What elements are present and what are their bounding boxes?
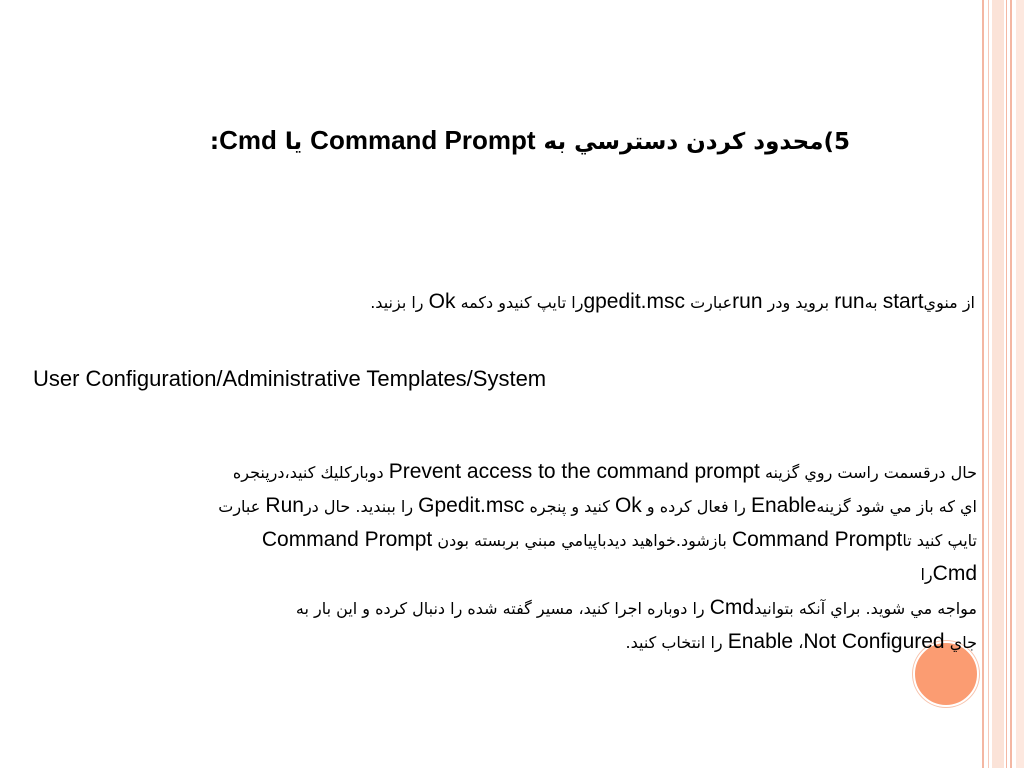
cmd-term: Cmd [709,596,755,619]
para-line [27,523,977,557]
step1-line [370,290,975,314]
decor-stripe [982,0,984,768]
decor-stripe [992,0,1004,768]
slide-title [140,125,850,156]
para-line [27,591,977,625]
text: را فعال كرده و [646,497,746,516]
command-prompt-term: Command Prompt [731,528,903,551]
enable-term: Enable [750,494,817,517]
text: حال درقسمت راست روي گزينه [764,463,977,482]
run-term: run [732,290,763,313]
ok-term: Ok [614,494,642,517]
policy-path: User Configuration/Administrative Templates/System [33,366,547,391]
cmd-term: Cmd [932,562,977,585]
decor-stripe [988,0,989,768]
text: عبارت [218,497,261,516]
text: عبارت [690,293,733,312]
text: بازشود.خواهيد ديدباپيامي مبني بربسته بودن [437,531,727,550]
title-text: يا [284,129,303,155]
title-cmd: Cmd [219,125,277,155]
gpedit-term: Gpedit.msc [418,494,525,517]
text: جاي [949,633,977,652]
policy-name: Prevent access to the command prompt [388,460,760,483]
title-command-prompt: Command Prompt [310,125,536,155]
separator: ، [798,633,804,652]
not-configured-term: Not Configured [803,630,945,653]
ok-term: Ok [428,290,456,313]
para-line [27,455,977,489]
text: به [864,293,878,312]
run-term: run [834,290,865,313]
text: مواجه مي شويد. براي آنكه بتوانيد [754,599,977,618]
command-prompt-term: Command Prompt [261,528,433,551]
run-term: Run [265,494,304,517]
text: تايپ كنيد تا [902,531,977,550]
gpedit-term: gpedit.msc [583,290,685,313]
para-line [27,489,977,523]
text: را دوباره اجرا كنيد، مسير گفته شده را دنبال كرده و اين بار به [295,599,705,618]
text: دوباركليك كنيد،درپنجره [232,463,384,482]
enable-term: Enable [727,630,794,653]
text: كنيد و پنجره [529,497,610,516]
text: را تايپ كنيدو دكمه [460,293,584,312]
para-line [27,557,977,591]
para-line [27,625,977,659]
start-term: start [882,290,924,313]
text: برويد ودر [767,293,830,312]
text: را بزنيد. [370,293,424,312]
text: اي كه باز مي شود گزينه [816,497,977,516]
title-colon: : [209,129,220,155]
text: را ببنديد. حال در [303,497,414,516]
decor-stripe [1006,0,1007,768]
decor-stripe [1016,0,1024,768]
title-text: 5)محدود كردن دسترسي به [543,129,850,155]
decor-stripe [1010,0,1012,768]
text: از منوي [923,293,975,312]
instructions-paragraph [27,455,977,659]
text: را [920,565,933,584]
text: را انتخاب كنيد. [625,633,723,652]
